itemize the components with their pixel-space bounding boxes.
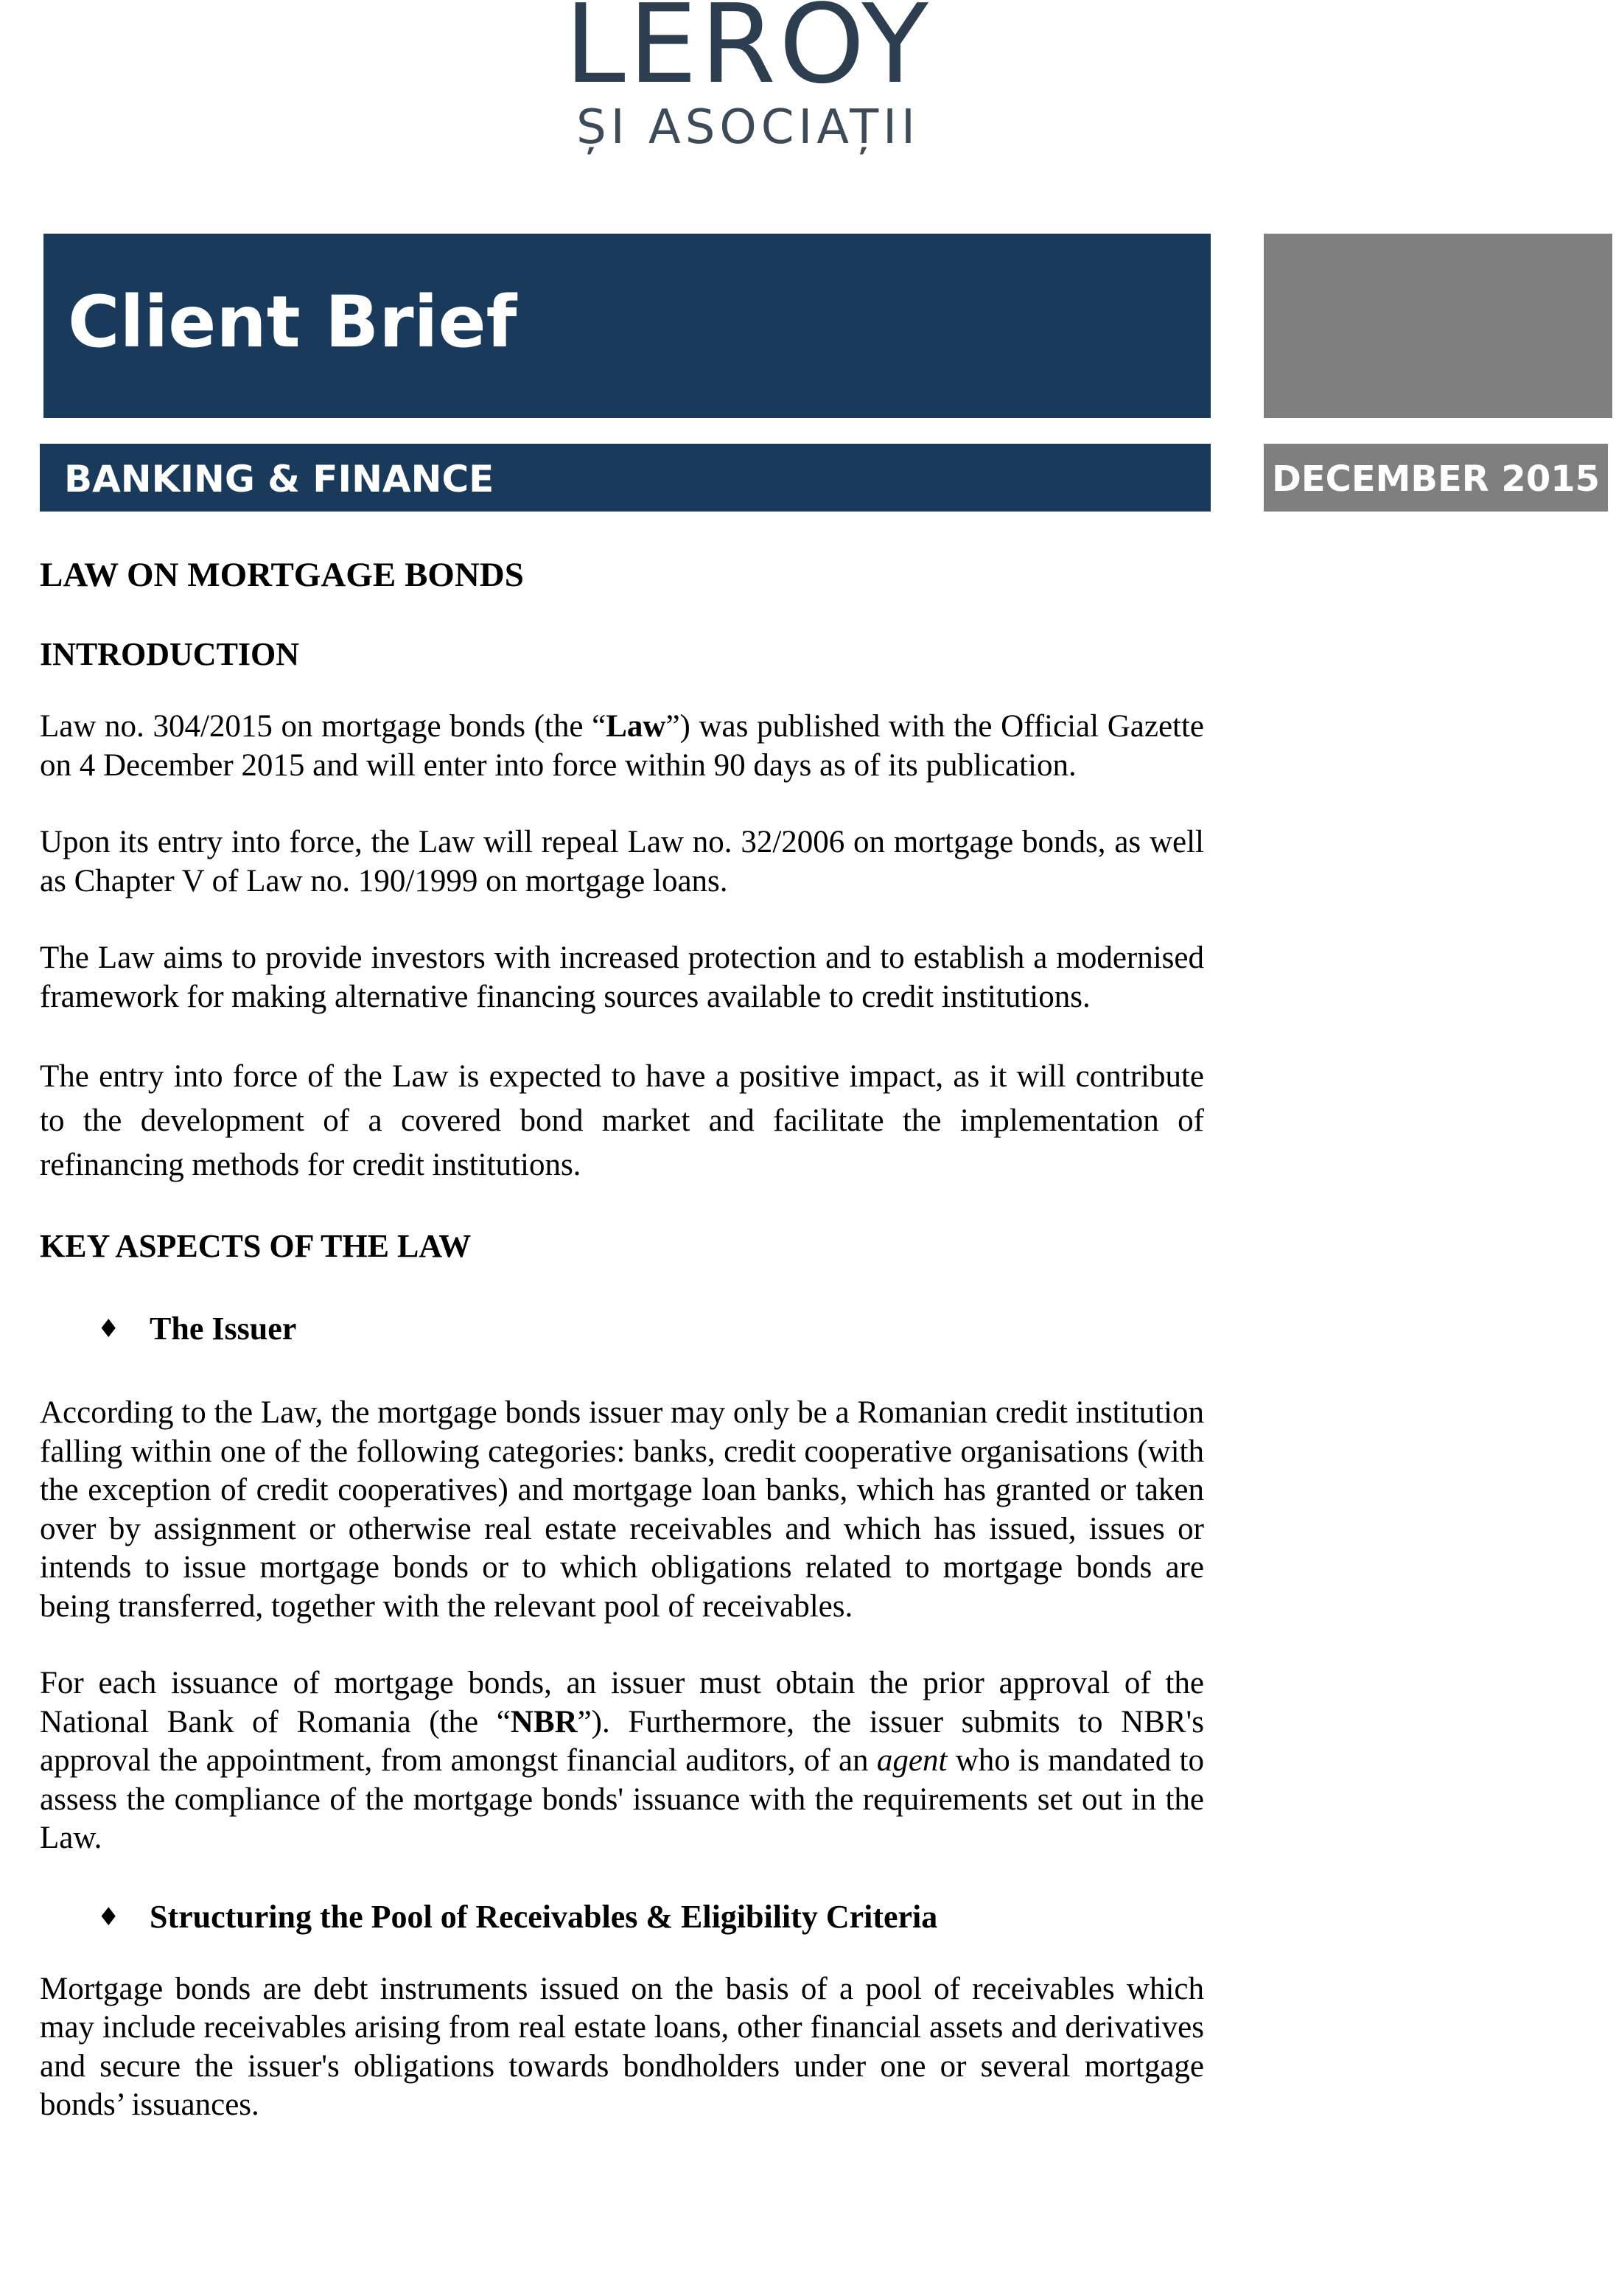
document-body	[40, 554, 1204, 2163]
defined-term-nbr: NBR	[510, 1704, 578, 1740]
term-agent: agent	[876, 1743, 948, 1778]
client-brief-banner	[43, 234, 1211, 418]
diamond-bullet-icon: ♦	[97, 1902, 120, 1932]
intro-paragraph-2: Upon its entry into force, the Law will repeal Law no. 32/2006 on mortgage bonds, as well as Chapter V of Law no. 190/1999 on mortgage loans.	[40, 825, 1204, 898]
pool-subheading-text: Structuring the Pool of Receivables & Eligibility Criteria	[150, 1898, 938, 1935]
issuer-p2-text-cont: ”). Furthermore, the issuer submits to NBR's approval the appointment, from amongst financial auditors, of an	[40, 1704, 1204, 1778]
defined-term-law: Law	[606, 709, 666, 744]
logo-subtitle: ȘI ASOCIAȚII	[576, 100, 920, 155]
publication-date: DECEMBER 2015	[1271, 458, 1601, 500]
introduction-heading: INTRODUCTION	[40, 636, 300, 672]
intro-paragraph-3: The Law aims to provide investors with increased protection and to establish a modernised framework for making alternative financing sources available to credit institutions.	[40, 941, 1204, 1014]
issuer-paragraph-2	[40, 1664, 1204, 1858]
company-logo	[556, 0, 940, 158]
brief-title: Client Brief	[68, 281, 517, 363]
issuer-paragraph-1: According to the Law, the mortgage bonds issuer may only be a Romanian credit institution falling within one of the following categories: banks, credit cooperative organisations (with the exception of credit cooperatives) and mortgage loan banks, which has granted or taken over by assignment or otherwise real estate receivables and which has issued, issues or intends to issue mortgage bonds or to which obligations related to mortgage bonds are being transferred, together with the relevant pool of receivables.	[40, 1395, 1204, 1624]
document-title: LAW ON MORTGAGE BONDS	[40, 556, 524, 594]
issuer-subheading-text: The Issuer	[150, 1311, 297, 1347]
decorative-grey-box	[1264, 234, 1612, 418]
section-title: BANKING & FINANCE	[64, 458, 494, 500]
date-banner	[1264, 444, 1608, 512]
logo-wordmark: LEROY	[564, 0, 931, 108]
issuer-p2-text: For each issuance of mortgage bonds, an issuer must obtain the prior approval of the National Bank of Romania (the “	[40, 1666, 1204, 1740]
intro-paragraph-1	[40, 708, 1204, 785]
pool-subheading	[40, 1897, 1204, 1938]
pool-paragraph-1: Mortgage bonds are debt instruments issued on the basis of a pool of receivables which may include receivables arising from real estate loans, other financial assets and derivatives and secure the issuer's obligations towards bondholders under one or several mortgage bonds’ issuances.	[40, 1971, 1204, 2122]
section-banner	[40, 444, 1211, 512]
diamond-bullet-icon: ♦	[97, 1314, 120, 1344]
key-aspects-heading: KEY ASPECTS OF THE LAW	[40, 1228, 472, 1264]
intro-p1-text: Law no. 304/2015 on mortgage bonds (the “	[40, 709, 606, 744]
issuer-subheading	[40, 1308, 1204, 1350]
intro-paragraph-4: The entry into force of the Law is expected to have a positive impact, as it will contribute to the development of a covered bond market and facilitate the implementation of refinancing methods for credit institutions.	[40, 1059, 1204, 1182]
issuer-p2-text-end: who is mandated to assess the compliance of the mortgage bonds' issuance with the requirements set out in the Law.	[40, 1743, 1204, 1855]
intro-p1-text-cont: ”) was published with the Official Gazette on 4 December 2015 and will enter into force within 90 days as of its publication.	[40, 709, 1205, 783]
